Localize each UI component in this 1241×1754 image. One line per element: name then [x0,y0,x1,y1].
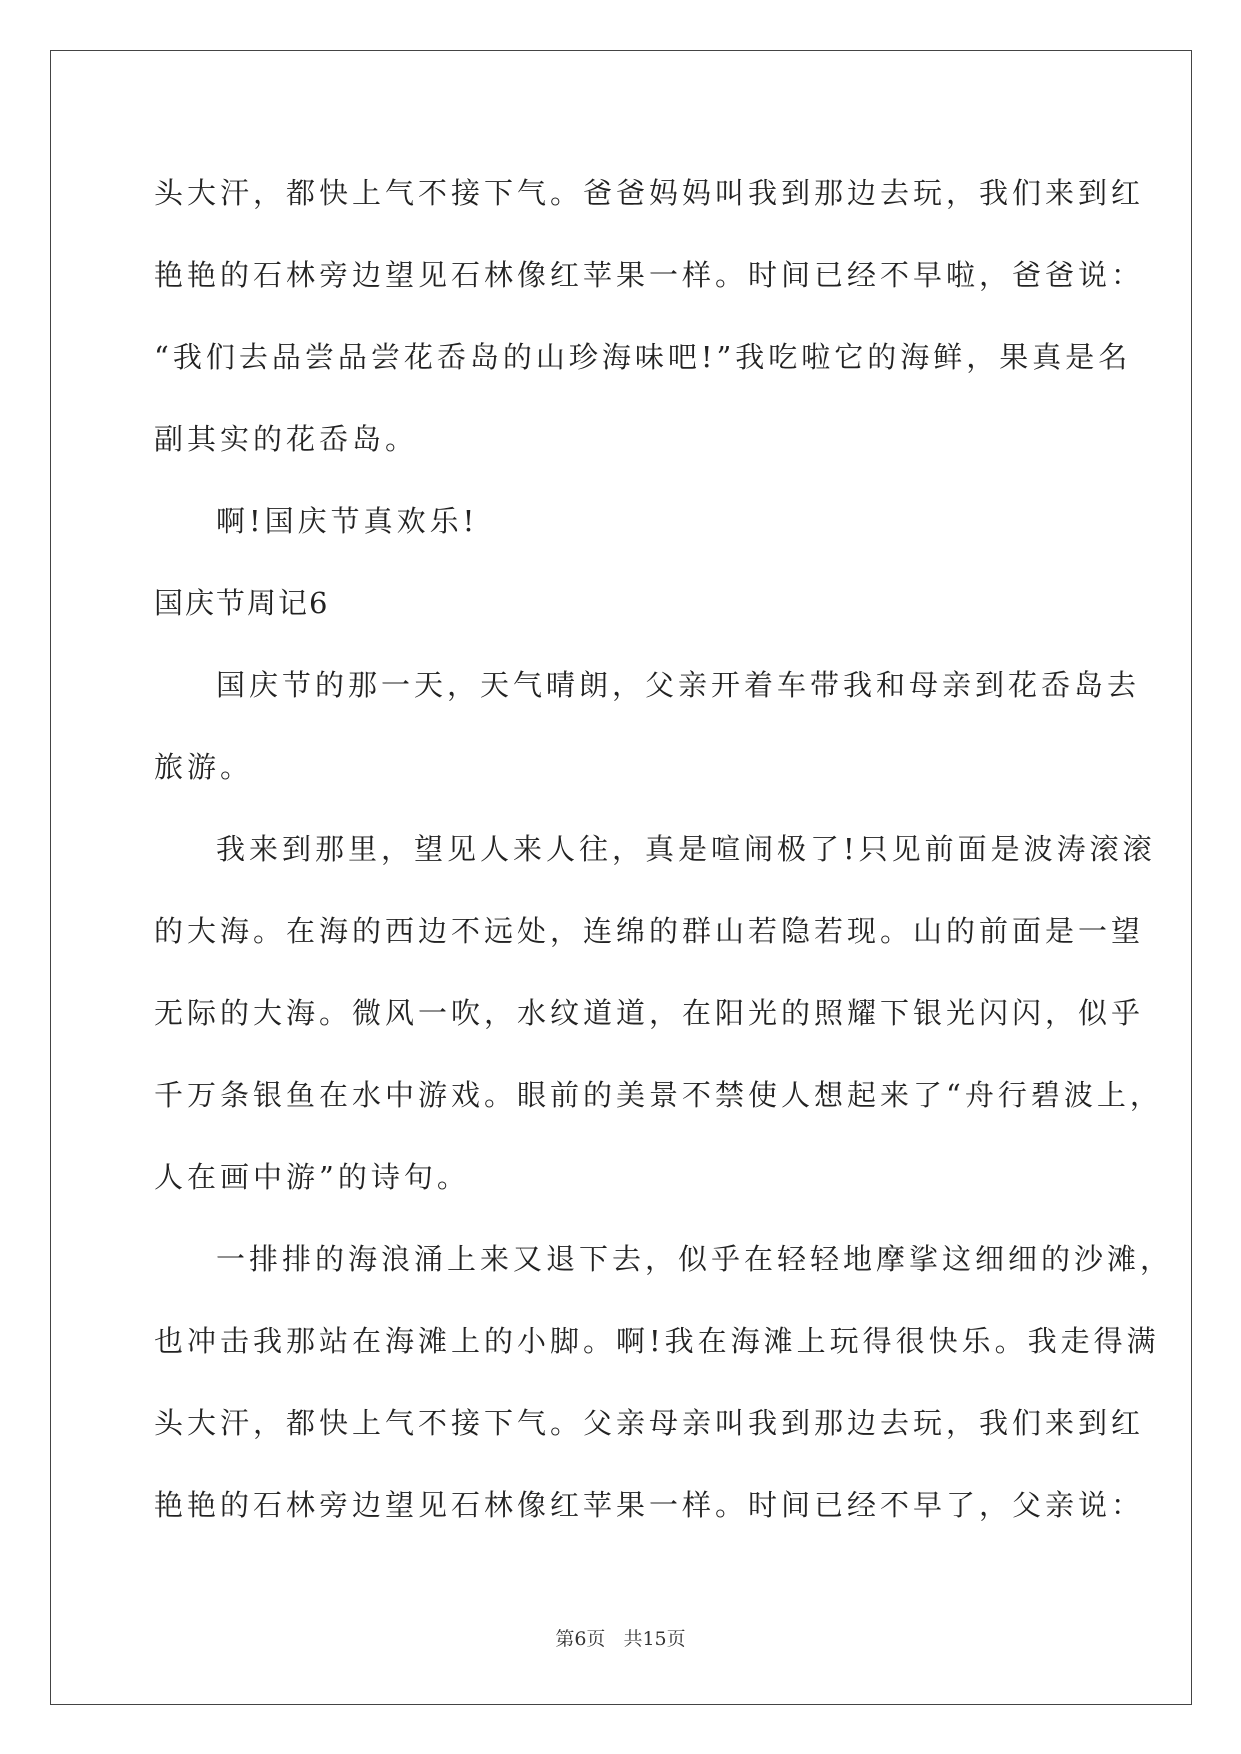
text-line: 的大海。在海的西边不远处，连绵的群山若隐若现。山的前面是一望 [154,914,1145,948]
document-body [154,158,1174,1552]
text-line: 千万条银鱼在水中游戏。眼前的美景不禁使人想起来了“舟行碧波上， [154,1078,1163,1112]
text-line: 国庆节的那一天，天气晴朗，父亲开着车带我和母亲到花岙岛去 [216,668,1141,702]
text-line: 人在画中游”的诗句。 [154,1160,470,1194]
text-line: 艳艳的石林旁边望见石林像红苹果一样。时间已经不早啦，爸爸说： [154,258,1145,292]
text-line: 副其实的花岙岛。 [154,422,419,456]
text-line: “我们去品尝品尝花岙岛的山珍海味吧!”我吃啦它的海鲜，果真是名 [154,340,1132,374]
text-line: 旅游。 [154,750,254,784]
text-line: 也冲击我那站在海滩上的小脚。啊!我在海滩上玩得很快乐。我走得满 [154,1324,1160,1358]
text-line: 啊!国庆节真欢乐! [216,504,479,538]
text-line: 我来到那里，望见人来人往，真是喧闹极了!只见前面是波涛滚滚 [216,832,1156,866]
text-line: 头大汗，都快上气不接下气。爸爸妈妈叫我到那边去玩，我们来到红 [154,176,1145,210]
text-line: 一排排的海浪涌上来又退下去，似乎在轻轻地摩挲这细细的沙滩， [216,1242,1174,1276]
text-line: 头大汗，都快上气不接下气。父亲母亲叫我到那边去玩，我们来到红 [154,1406,1145,1440]
page-total: 共15页 [623,1628,686,1650]
text-line: 无际的大海。微风一吹，水纹道道，在阳光的照耀下银光闪闪，似乎 [154,996,1145,1030]
page-number: 第6页 [555,1628,606,1650]
text-line: 艳艳的石林旁边望见石林像红苹果一样。时间已经不早了，父亲说： [154,1488,1145,1522]
section-heading: 国庆节周记6 [154,586,330,620]
page-footer [0,1624,1241,1651]
